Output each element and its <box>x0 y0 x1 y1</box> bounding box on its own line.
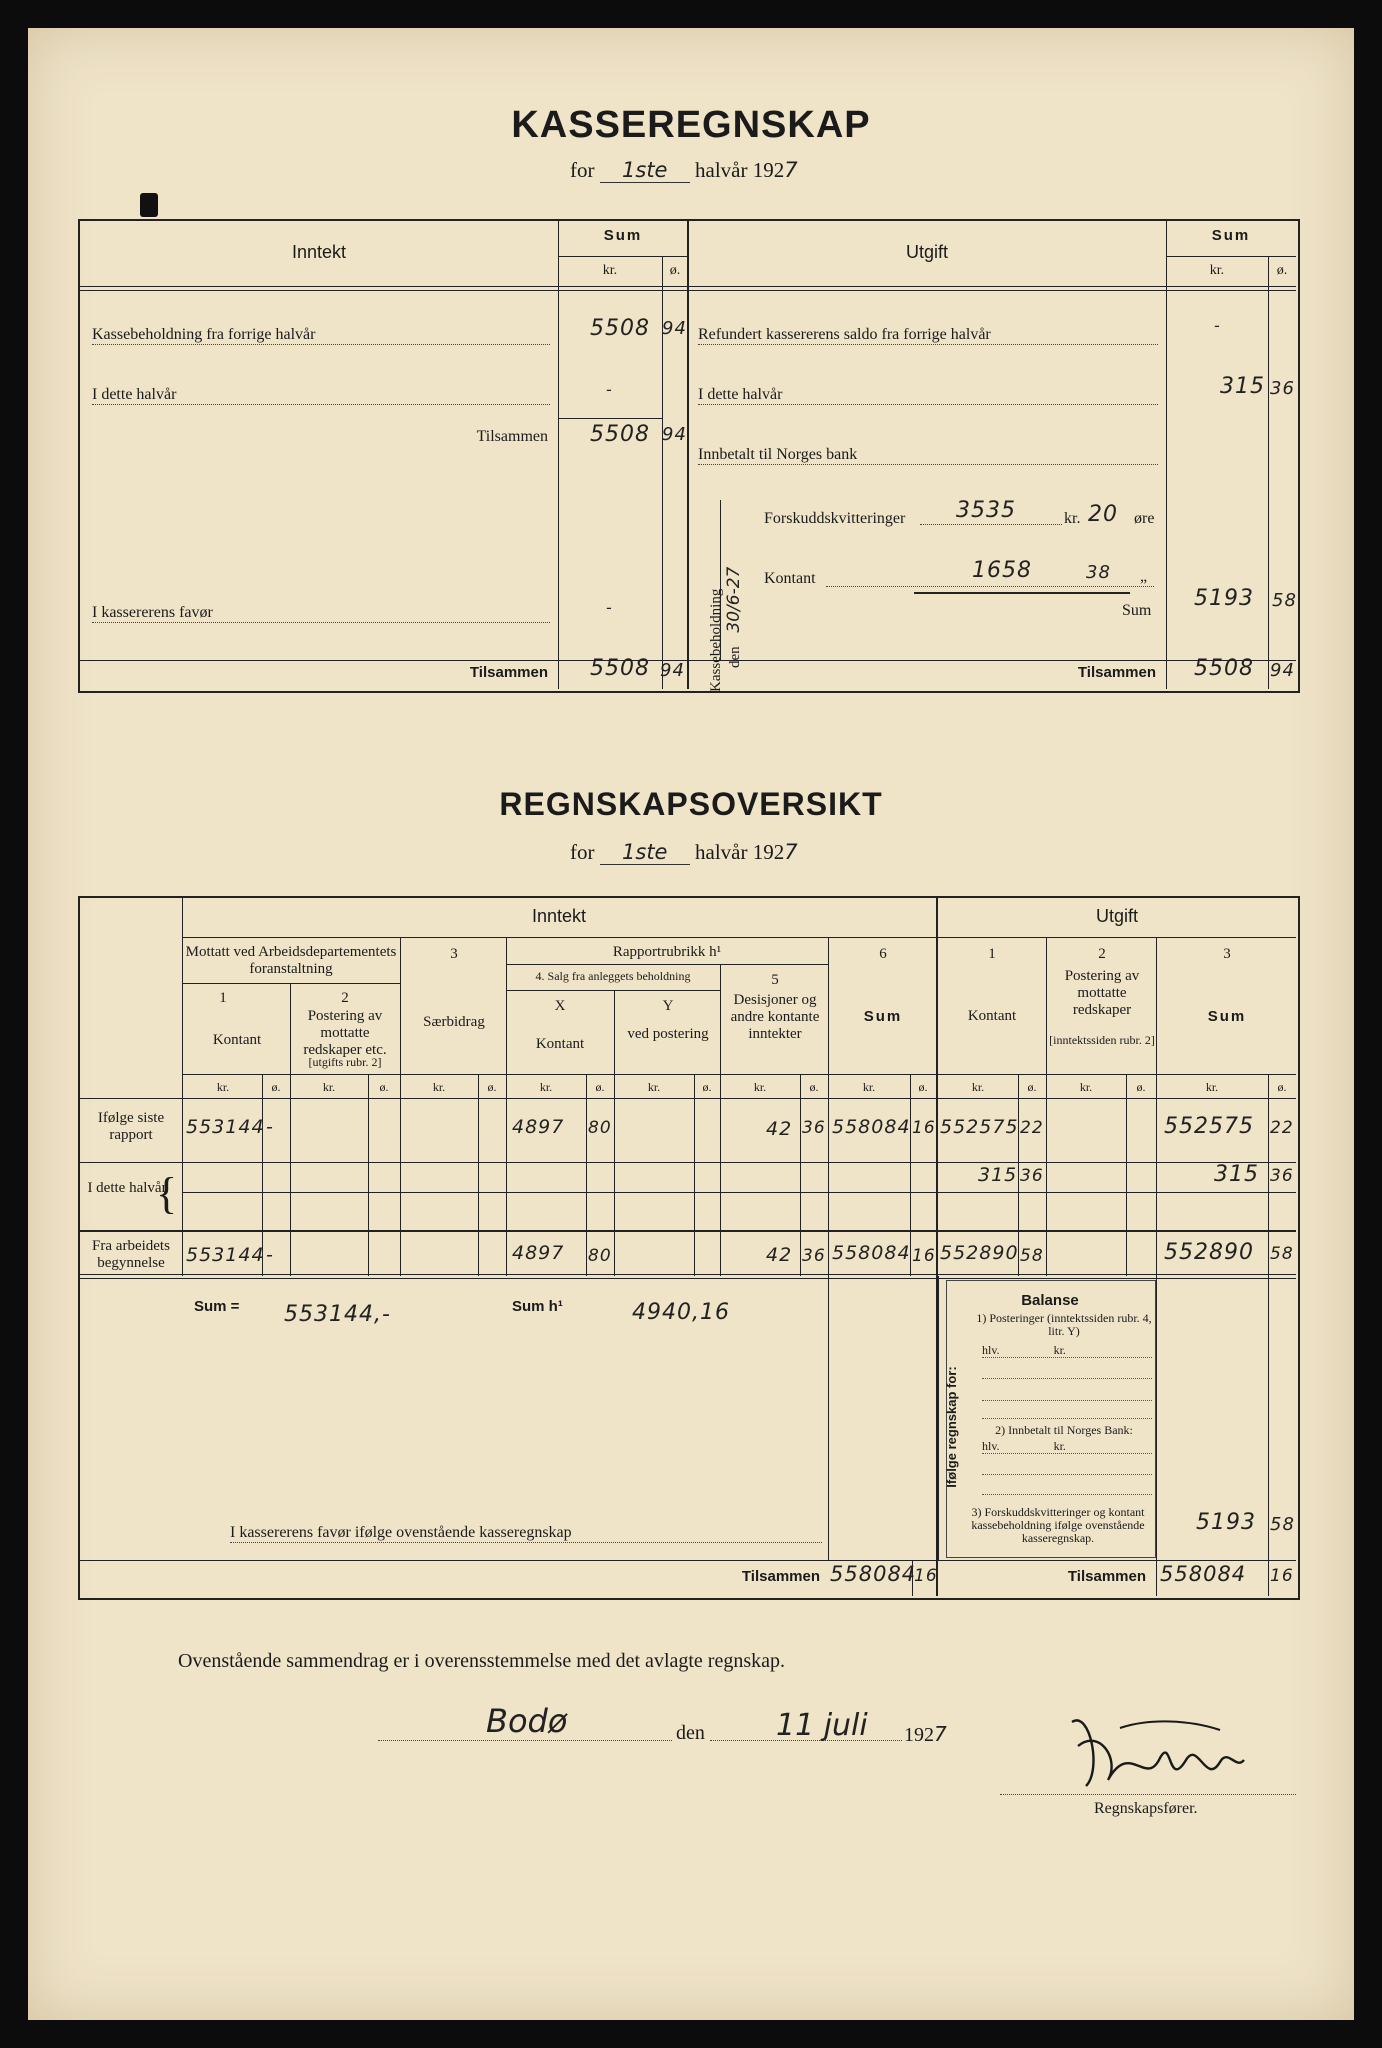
year-handwritten: 7 <box>784 158 798 182</box>
kr-label: kr. <box>1064 510 1081 527</box>
kr-header: kr. <box>1209 263 1225 278</box>
period-handwritten: 1ste <box>600 840 690 865</box>
tilsammen-left-ore: 16 <box>914 1566 938 1586</box>
year-label: 1927 <box>904 1722 947 1746</box>
cell-value: 36 <box>802 1246 826 1266</box>
left-row-kr: - <box>606 598 613 617</box>
col5-label: Desisjoner og andre kontante inntekter <box>730 992 820 1042</box>
col6-number: 6 <box>879 946 887 962</box>
kr-header: kr. <box>1079 1080 1093 1094</box>
sum-label: Sum = <box>194 1298 240 1315</box>
favor-label: I kassererens favør ifølge ovenstående kasseregnskap <box>230 1524 822 1543</box>
cell-value: 558084 <box>832 1116 911 1138</box>
kr-label: kr. <box>1053 1439 1066 1453</box>
cell-value: 552575 <box>1164 1114 1254 1139</box>
cell-value: 36 <box>802 1118 826 1138</box>
left-subtotal-ore: 94 <box>662 424 687 445</box>
cell-value: 558084 <box>832 1242 911 1264</box>
cell-value: 315 <box>978 1164 1018 1186</box>
kasse-title: KASSEREGNSKAP <box>511 104 871 146</box>
sum-value: 553144,- <box>284 1302 391 1327</box>
oversikt-utgift-header: Utgift <box>1095 906 1138 926</box>
cell-value: 80 <box>588 1118 612 1138</box>
cell-value: 42 <box>766 1244 793 1266</box>
col2-number: 2 <box>341 990 349 1006</box>
left-row-label: I kassererens favør <box>92 604 550 623</box>
tilsammen-left-value: 558084 <box>830 1562 917 1586</box>
tilsammen-right-label: Tilsammen <box>1077 664 1156 681</box>
ore-header: ø. <box>1276 263 1288 278</box>
oversikt-title: REGNSKAPSOVERSIKT <box>499 786 883 822</box>
ink-blot <box>140 193 158 217</box>
col-mottatt-header: Mottatt ved Arbeidsdepartementets foranstaltning <box>185 944 397 977</box>
u1-label: Kontant <box>967 1008 1017 1024</box>
right-row-kr: 315 <box>1220 374 1265 399</box>
col3-label: Særbidrag <box>423 1014 485 1030</box>
kr-header: kr. <box>216 1080 230 1094</box>
ifolge-regnskap-label: Ifølge regnskap for: <box>944 1366 959 1488</box>
left-row-kr: 5508 <box>590 316 650 341</box>
tilsammen-left-label: Tilsammen <box>741 1568 820 1585</box>
left-subtotal-kr: 5508 <box>590 422 650 447</box>
ore-header: ø. <box>702 1080 712 1094</box>
u1-number: 1 <box>988 946 996 962</box>
kontant-ore: 38 <box>1086 562 1111 583</box>
left-row-kr: - <box>606 380 613 399</box>
kontant-kr: 1658 <box>972 558 1032 583</box>
halvar-label: halvår 192 <box>695 840 785 864</box>
cell-value: 58 <box>1020 1246 1044 1266</box>
col6-label: Sum <box>863 1008 903 1025</box>
row-label-dette-halvar: I dette halvår <box>87 1180 167 1196</box>
hlv-label: hlv. <box>982 1343 1000 1357</box>
signature <box>1060 1700 1250 1800</box>
cell-value: - <box>266 1116 274 1138</box>
left-subtotal-label: Tilsammen <box>476 428 548 445</box>
kr-header: kr. <box>647 1080 661 1094</box>
ore-header: ø. <box>669 263 681 278</box>
cell-value: 4897 <box>512 1242 565 1264</box>
place-handwritten: Bodø <box>486 1702 568 1740</box>
ore-label: øre <box>1134 510 1155 527</box>
cell-value: 58 <box>1270 1244 1294 1264</box>
for-label: for <box>570 840 595 864</box>
ore-header: ø. <box>379 1080 389 1094</box>
col5-number: 5 <box>771 972 779 988</box>
u3-number: 3 <box>1223 946 1231 962</box>
cell-value: 552890 <box>940 1242 1019 1264</box>
balanse-item-3: 3) Forskuddskvitteringer og kontant kassebeholdning ifølge ovenstående kasseregnskap. <box>971 1505 1145 1545</box>
col4-subtitle: 4. Salg fra anleggets beholdning <box>535 969 691 983</box>
ore-header: ø. <box>1277 1080 1287 1094</box>
right-row-label: Refundert kassererens saldo fra forrige halvår <box>698 326 1158 345</box>
signature-flourish <box>1120 1721 1220 1730</box>
ore-header: ø. <box>595 1080 605 1094</box>
colX-number: X <box>554 998 566 1014</box>
sum-h-label: Sum h¹ <box>512 1298 563 1315</box>
kr-header: kr. <box>862 1080 876 1094</box>
cell-value: 4897 <box>512 1116 565 1138</box>
right-row-label: Innbetalt til Norges bank <box>698 446 1158 465</box>
oversikt-period <box>570 840 798 865</box>
cell-value: 36 <box>1270 1166 1294 1186</box>
colY-number: Y <box>662 998 674 1014</box>
ore-header: ø. <box>487 1080 497 1094</box>
cell-value: 552575 <box>940 1116 1019 1138</box>
forskudd-ore: 20 <box>1088 502 1118 527</box>
tilsammen-left-ore: 94 <box>660 660 685 681</box>
tilsammen-right-value: 558084 <box>1160 1562 1247 1586</box>
kr-header: kr. <box>971 1080 985 1094</box>
tilsammen-right-ore: 16 <box>1270 1566 1294 1586</box>
kassebeholdning-label: Kassebeholdning <box>708 588 724 692</box>
tilsammen-right-kr: 5508 <box>1194 656 1254 681</box>
quote-mark: „ <box>1140 568 1148 585</box>
kasse-inntekt-header: Inntekt <box>291 242 347 262</box>
kr-header: kr. <box>539 1080 553 1094</box>
row-label-siste-rapport: Ifølge siste rapport <box>97 1110 165 1143</box>
balanse-item-1: 1) Posteringer (inntektssiden rubr. 4, litr. Y) <box>976 1311 1152 1338</box>
row-label-begynnelse: Fra arbeidets begynnelse <box>92 1238 170 1271</box>
kr-header: kr. <box>322 1080 336 1094</box>
cell-value: - <box>266 1244 274 1266</box>
col1-number: 1 <box>219 990 227 1006</box>
sum-label: Sum <box>1122 602 1152 619</box>
right-row-label: I dette halvår <box>698 386 1158 405</box>
footer-statement: Ovenstående sammendrag er i overensstemmelse med det avlagte regnskap. <box>178 1650 786 1672</box>
kontant-label: Kontant <box>764 570 816 587</box>
cell-value: 553144 <box>186 1244 265 1266</box>
halvar-label: halvår 192 <box>695 158 785 182</box>
kasse-sum-header-right: Sum <box>1211 227 1251 244</box>
period-handwritten: 1ste <box>600 158 690 183</box>
cell-value: 16 <box>912 1118 936 1138</box>
ore-header: ø. <box>1027 1080 1037 1094</box>
hlv-label: hlv. <box>982 1439 1000 1453</box>
u2-number: 2 <box>1098 946 1106 962</box>
kr-header: kr. <box>602 263 618 278</box>
for-label: for <box>570 158 595 182</box>
forskudd-label: Forskuddskvitteringer <box>764 510 906 527</box>
kasse-period <box>570 158 798 183</box>
ore-header: ø. <box>918 1080 928 1094</box>
right-row-ore: 36 <box>1270 378 1295 399</box>
col4-title: Rapportrubrikk h¹ <box>612 944 722 960</box>
regnskapsforer-label: Regnskapsfører. <box>1094 1800 1198 1817</box>
sum-kr: 5193 <box>1194 586 1254 611</box>
ore-header: ø. <box>1136 1080 1146 1094</box>
kassebeholdning-date: den 30/6-27 <box>724 566 744 668</box>
year-handwritten: 7 <box>784 840 798 864</box>
kasse-utgift-header: Utgift <box>905 242 948 262</box>
kr-header: kr. <box>1205 1080 1219 1094</box>
cell-value: 80 <box>588 1246 612 1266</box>
cell-value: 552890 <box>1164 1240 1254 1265</box>
col1-label: Kontant <box>212 1032 262 1048</box>
colX-label: Kontant <box>535 1036 585 1052</box>
balanse-ore: 58 <box>1270 1514 1295 1535</box>
date-handwritten: 11 juli <box>776 1708 868 1743</box>
left-row-label: I dette halvår <box>92 386 550 405</box>
balanse-item-2: 2) Innbetalt til Norges Bank: <box>995 1423 1133 1437</box>
left-row-ore: 94 <box>662 318 687 339</box>
cell-value: 22 <box>1270 1118 1294 1138</box>
kr-header: kr. <box>432 1080 446 1094</box>
ore-header: ø. <box>271 1080 281 1094</box>
cell-value: 16 <box>912 1246 936 1266</box>
kr-header: kr. <box>753 1080 767 1094</box>
forskudd-kr: 3535 <box>956 498 1016 523</box>
u2-label: Postering av mottatte redskaper <box>1064 968 1140 1018</box>
cell-value: 22 <box>1020 1118 1044 1138</box>
tilsammen-left-kr: 5508 <box>590 656 650 681</box>
cell-value: 42 <box>766 1118 793 1140</box>
kr-label: kr. <box>1053 1343 1066 1357</box>
col3-number: 3 <box>450 946 458 962</box>
col2-label: Postering av mottatte redskaper etc. <box>303 1008 387 1058</box>
u3-label: Sum <box>1207 1008 1247 1025</box>
colY-label: ved postering <box>627 1026 709 1042</box>
kasse-sum-header-left: Sum <box>603 227 643 244</box>
balanse-kr: 5193 <box>1196 1510 1256 1535</box>
right-row-kr: - <box>1214 316 1221 335</box>
sum-ore: 58 <box>1272 590 1297 611</box>
tilsammen-right-label: Tilsammen <box>1067 1568 1146 1585</box>
cell-value: 553144 <box>186 1116 265 1138</box>
den-label: den <box>676 1722 705 1744</box>
col2-note: [utgifts rubr. 2] <box>308 1055 382 1069</box>
u2-note: [inntektssiden rubr. 2] <box>1049 1033 1155 1047</box>
sum-h-value: 4940,16 <box>632 1300 730 1325</box>
tilsammen-right-ore: 94 <box>1270 660 1295 681</box>
left-row-label: Kassebeholdning fra forrige halvår <box>92 326 550 345</box>
ore-header: ø. <box>809 1080 819 1094</box>
oversikt-inntekt-header: Inntekt <box>531 906 587 926</box>
balanse-title: Balanse <box>1021 1292 1079 1309</box>
cell-value: 36 <box>1020 1166 1044 1186</box>
cell-value: 315 <box>1214 1162 1259 1187</box>
tilsammen-left-label: Tilsammen <box>469 664 548 681</box>
